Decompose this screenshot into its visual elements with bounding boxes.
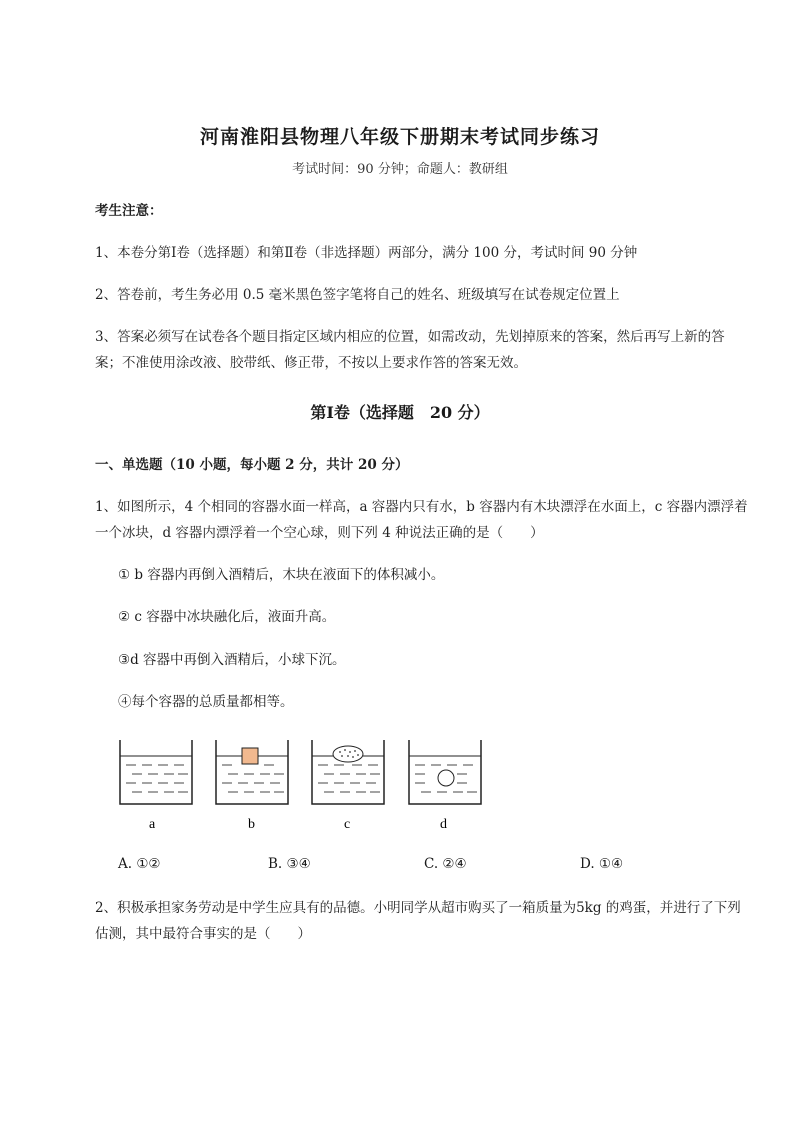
choice-c: C. ②④ xyxy=(424,856,467,872)
notice-item-3: 3、答案必须写在试卷各个题目指定区域内相应的位置，如需改动，先划掉原来的答案，然后再写上新的答案；不准使用涂改液、胶带纸、修正带，不按以上要求作答的答案无效。 xyxy=(95,329,725,371)
wood-block xyxy=(242,748,258,764)
label-d: d xyxy=(440,817,447,832)
hollow-ball xyxy=(438,770,454,786)
exam-subtitle: 考试时间：90 分钟；命题人：教研组 xyxy=(292,162,508,177)
part-heading: 一、单选题（10 小题，每小题 2 分，共计 20 分） xyxy=(95,457,409,473)
choice-d: D. ①④ xyxy=(580,856,624,872)
statement-2: ② c 容器中冰块融化后，液面升高。 xyxy=(118,609,336,625)
container-c xyxy=(312,740,384,804)
label-b: b xyxy=(248,817,255,832)
statement-4: ④每个容器的总质量都相等。 xyxy=(118,694,294,710)
label-a: a xyxy=(149,817,156,832)
notice-item-1: 1、本卷分第Ⅰ卷（选择题）和第Ⅱ卷（非选择题）两部分，满分 100 分，考试时间 90 分钟 xyxy=(95,245,638,261)
notice-item-2: 2、答卷前，考生务必用 0.5 毫米黑色签字笔将自己的姓名、班级填写在试卷规定位置上 xyxy=(95,287,620,303)
notice-heading: 考生注意： xyxy=(95,203,163,219)
container-b xyxy=(216,740,288,804)
question-1-stem: 1、如图所示，4 个相同的容器水面一样高，a 容器内只有水，b 容器内有木块漂浮在水面上，c 容器内漂浮着一个冰块，d 容器内漂浮着一个空心球，则下列 4 种说法正确的是（ ） xyxy=(95,499,748,541)
page-title: 河南淮阳县物理八年级下册期末考试同步练习 xyxy=(199,126,600,148)
question-2-stem: 2、积极承担家务劳动是中学生应具有的品德。小明同学从超市购买了一箱质量为5kg 的鸡蛋，并进行了下列估测，其中最符合事实的是（ ） xyxy=(95,900,741,942)
section-title: 第Ⅰ卷（选择题 20 分） xyxy=(310,403,490,422)
statement-1: ① b 容器内再倒入酒精后，木块在液面下的体积减小。 xyxy=(118,567,445,583)
container-d xyxy=(409,740,481,804)
containers-figure xyxy=(112,736,492,836)
choice-b: B. ③④ xyxy=(268,856,311,872)
container-a xyxy=(120,740,192,804)
label-c: c xyxy=(344,817,351,832)
ice-block xyxy=(333,746,363,762)
choice-a: A. ①② xyxy=(118,856,161,872)
statement-3: ③d 容器中再倒入酒精后，小球下沉。 xyxy=(118,652,346,668)
